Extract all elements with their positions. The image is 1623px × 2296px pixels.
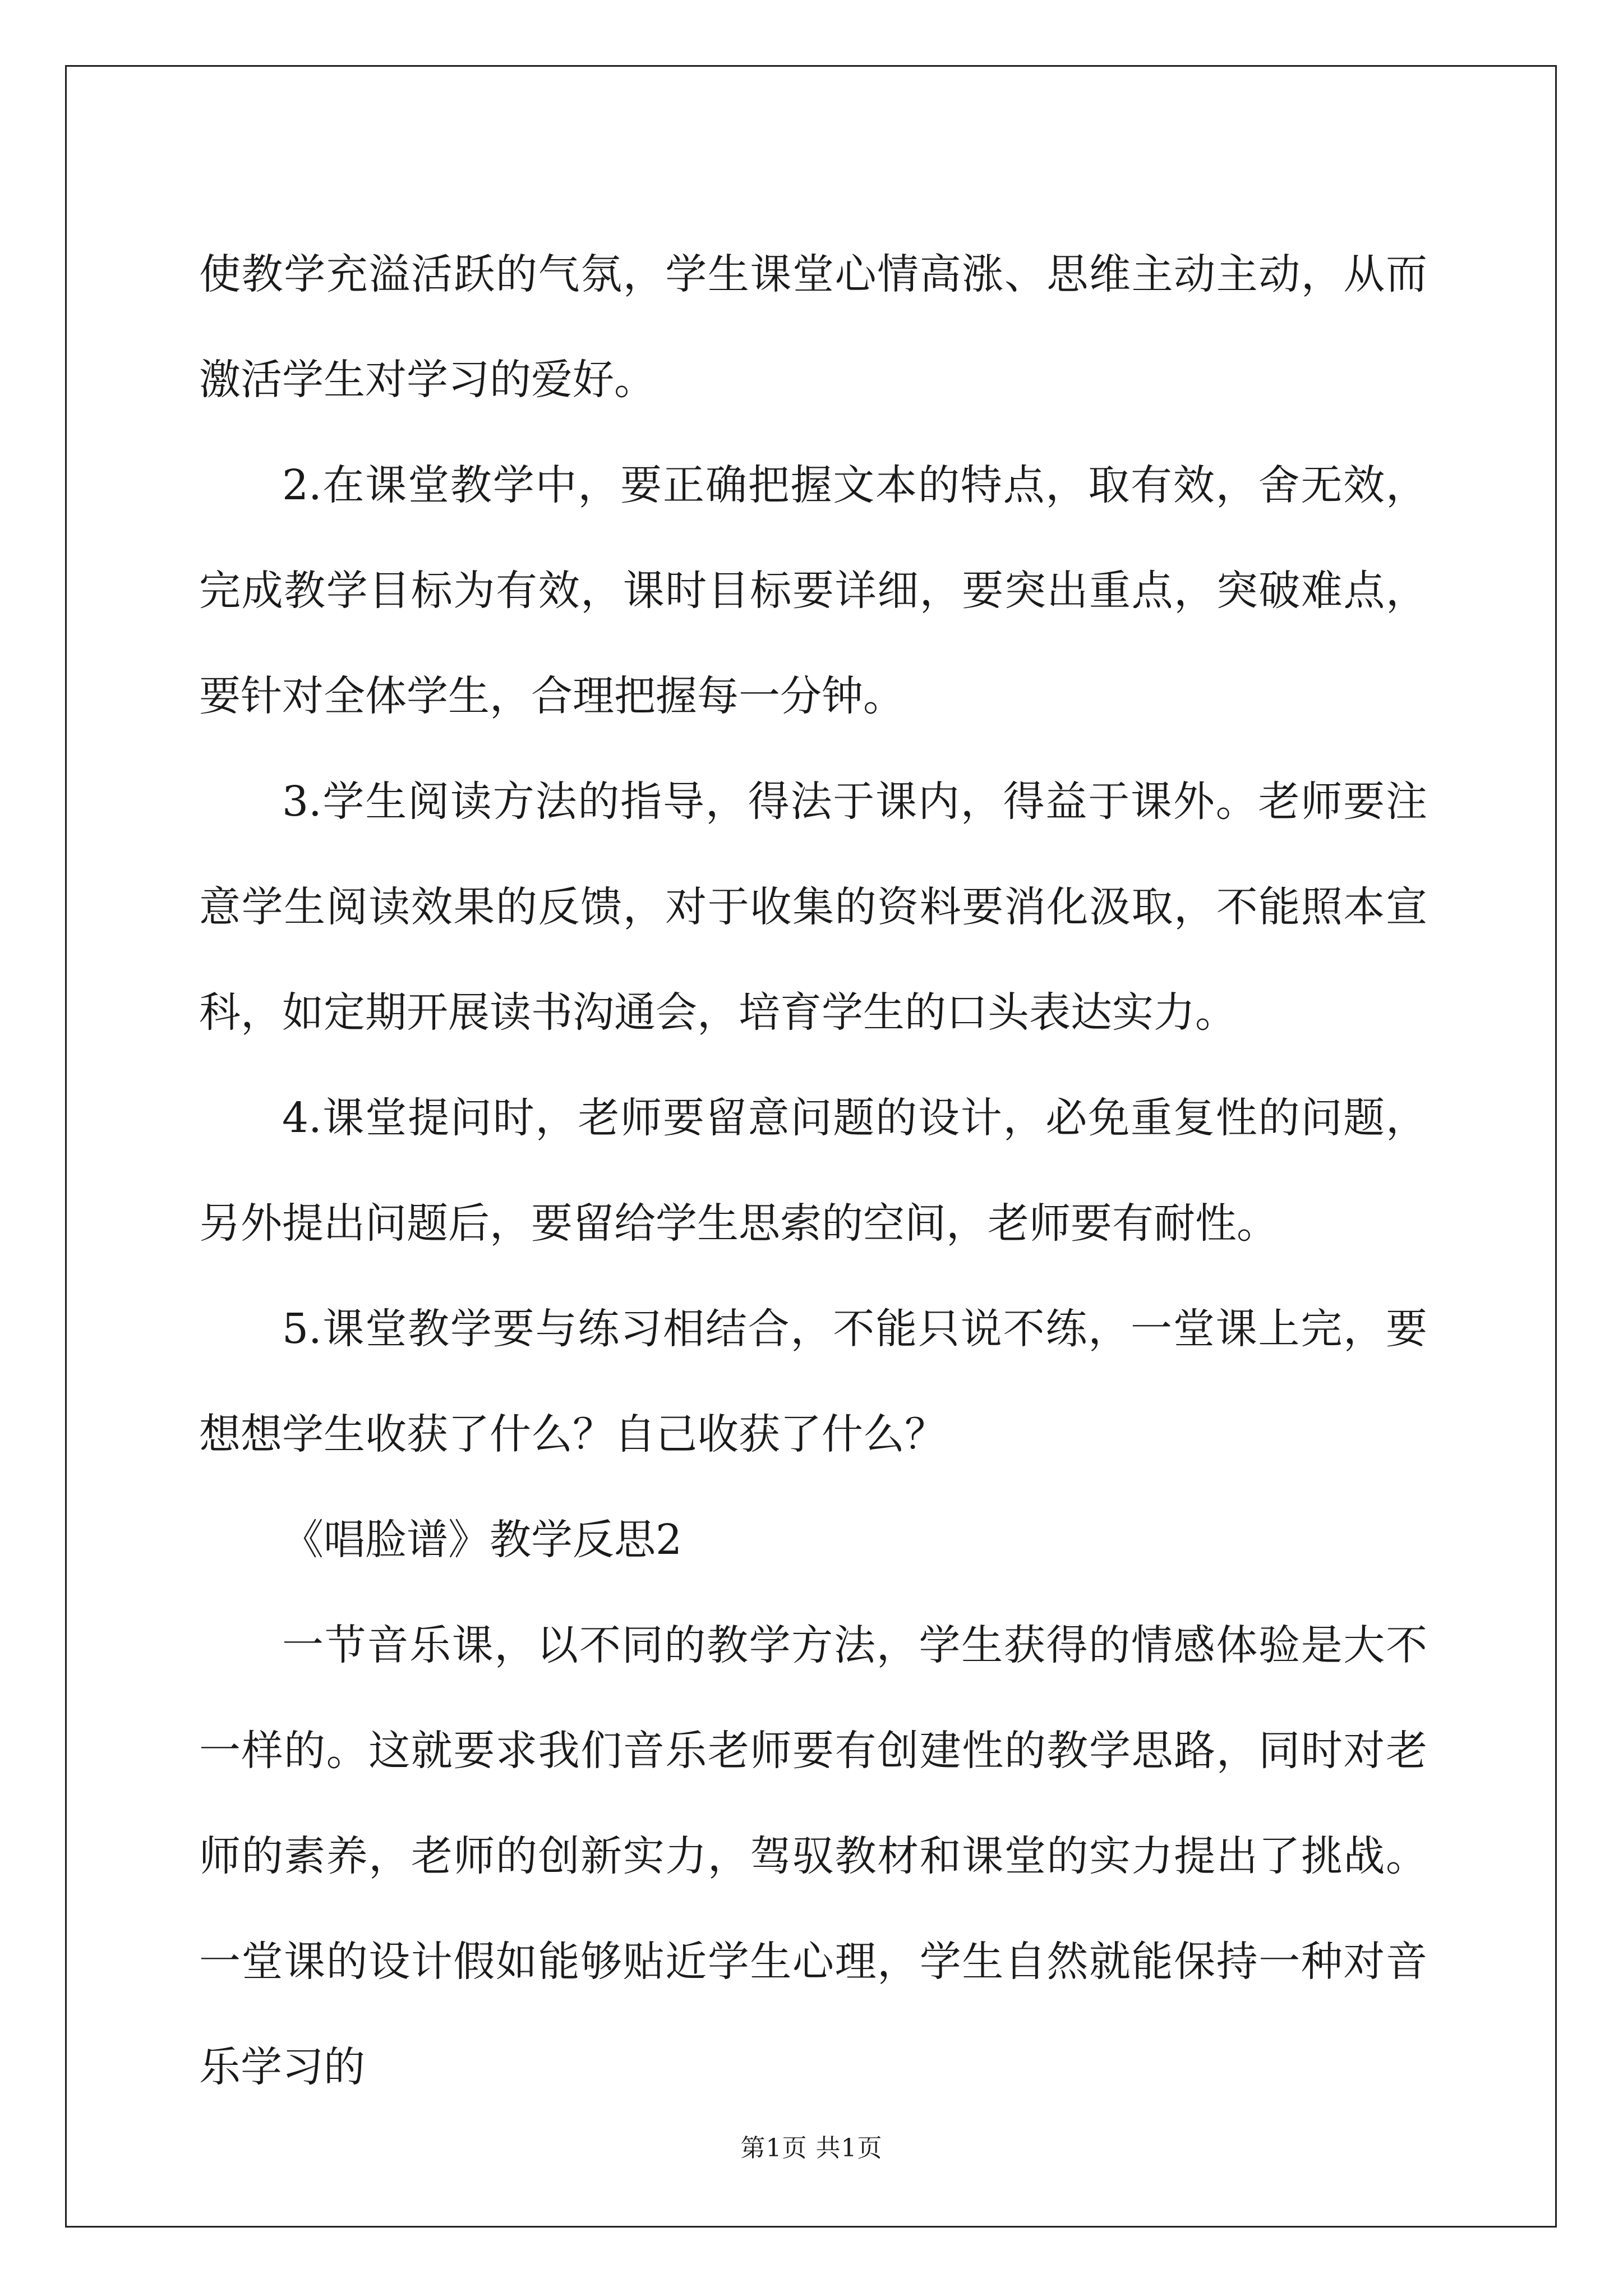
- paragraph-4: 4.课堂提问时，老师要留意问题的设计，必免重复性的问题，另外提出问题后，要留给学生思索的空间，老师要有耐性。: [199, 1094, 1427, 1248]
- paragraph-6: 一节音乐课，以不同的教学方法，学生获得的情感体验是大不一样的。这就要求我们音乐老师要有创建性的教学思路，同时对老师的素养，老师的创新实力，驾驭教材和课堂的实力提出了挑战。一堂课的设计假如能够贴近学生心理，学生自然就能保持一种对音乐学习的: [199, 1621, 1427, 2091]
- paragraph-2: 2.在课堂教学中，要正确把握文本的特点，取有效，舍无效，完成教学目标为有效，课时目标要详细，要突出重点，突破难点，要针对全体学生，合理把握每一分钟。: [199, 461, 1427, 720]
- paragraph-5: 5.课堂教学要与练习相结合，不能只说不练，一堂课上完，要想想学生收获了什么？自己收获了什么？: [199, 1305, 1427, 1458]
- paragraph-3: 3.学生阅读方法的指导，得法于课内，得益于课外。老师要注意学生阅读效果的反馈，对于收集的资料要消化汲取，不能照本宣科，如定期开展读书沟通会，培育学生的口头表达实力。: [199, 777, 1427, 1037]
- page-footer: 第1页 共1页: [740, 2134, 883, 2162]
- paragraph-1: 使教学充溢活跃的气氛，学生课堂心情高涨、思维主动主动，从而激活学生对学习的爱好。: [199, 250, 1427, 404]
- document-body: [199, 222, 1427, 2120]
- section-heading: 《唱脸谱》教学反思2: [282, 1516, 683, 1564]
